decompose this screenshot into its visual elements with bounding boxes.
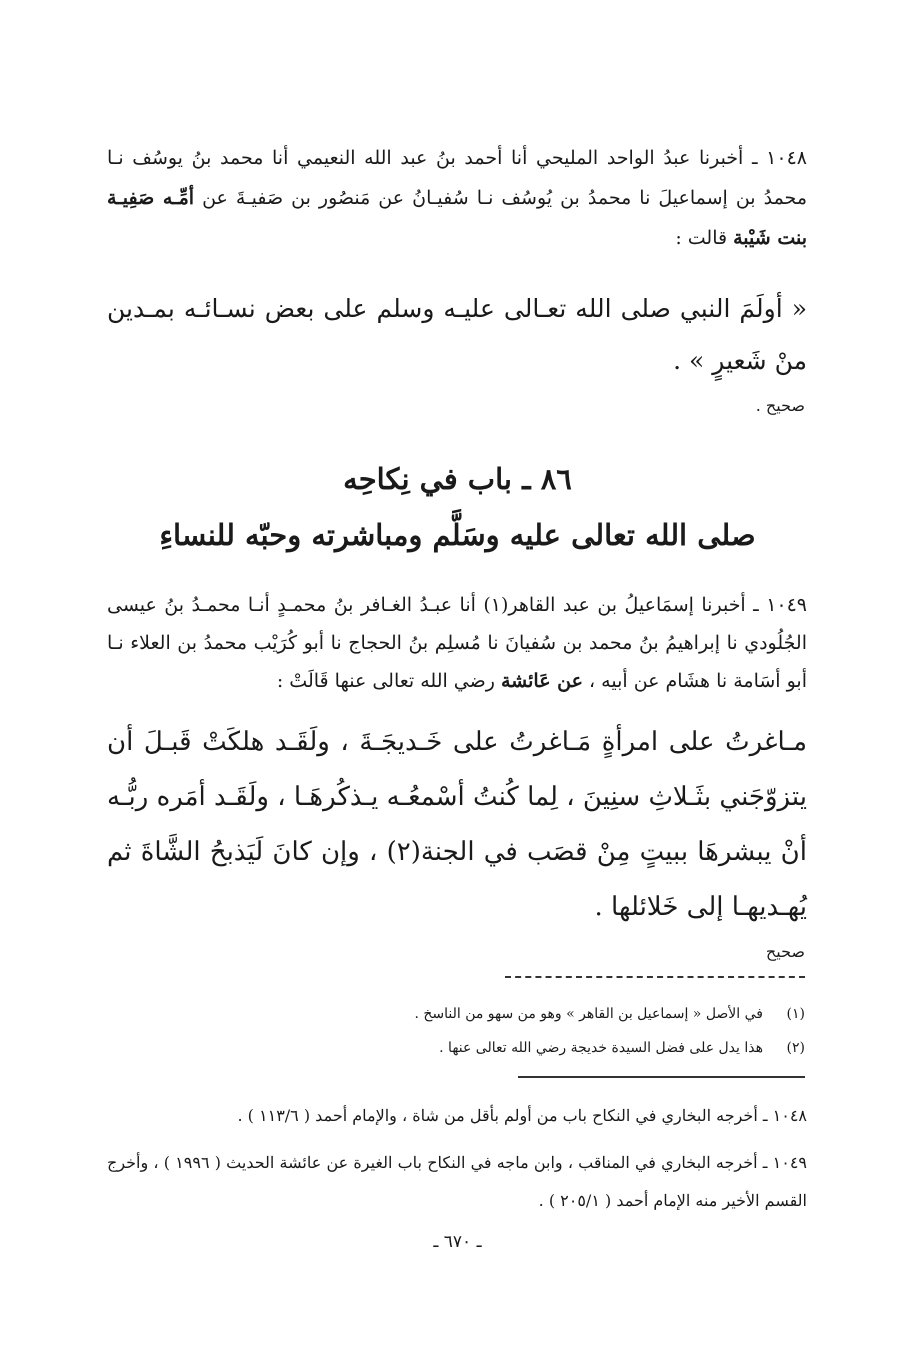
hadith-1048-grade: صحيح . [755,396,805,415]
takhrij-1048: ١٠٤٨ ـ أخرجه البخاري في النكاح باب من أولم بأقل من شاة ، والإمام أحمد ( ١١٣/٦ ) . [237,1106,807,1125]
hadith-1049-narrator: عن عَائشة [501,670,583,692]
hadith-1048-text-b: قالت : [675,227,734,249]
chapter-title-line2: صلى الله تعالى عليه وسَلَّم ومباشرته وحبّه للنساءِ [159,518,756,552]
hadith-1048-narrator: أمِّـه صَفِيـة بنت شَيْبة [107,187,807,249]
page-number: ـ ٦٧٠ ـ [433,1232,482,1252]
chapter-title-line1: ٨٦ ـ باب في نِكاحِه [343,462,572,496]
hadith-1048-isnad [107,138,807,258]
hadith-1049-isnad [107,586,807,700]
hadith-1048-matn: « أولَمَ النبي صلى الله تعـالى عليـه وسلم على بعض نسـائـه بمـدين منْ شَعيرٍ » . [107,294,807,375]
hadith-1049-matn: مـاغرتُ على امرأةٍ مَـاغرتُ على خَـديجَـةَ ، ولَقَـد هلكَتْ قَبـلَ أن يتزوّجَني بثَـلاثِ سنِينَ ، لِما كُنتُ أسْمعُـه يـذكُرهَـا ، ولَقَـد أمَره ربُّـه أنْ يبشرهَا ببيتٍ مِنْ قصَب في الجنة(٢) ، وإن كانَ لَيَذبحُ الشَّاةَ ثم يُهـديهـا إلى خَلائلها . [107,727,807,922]
footnote-2 [205,1040,805,1056]
takhrij-1049: ١٠٤٩ ـ أخرجه البخاري في المناقب ، وابن ماجه في النكاح باب الغيرة عن عائشة الحديث ( ١٩٩٦ ) ، وأخرج القسم الأخير منه الإمام أحمد ( ٢٠٥/١ ) . [107,1153,807,1210]
footnote-1-number: (١) [786,1006,805,1022]
hadith-1049-grade: صحيح [765,942,805,961]
hadith-1048-text-a: ١٠٤٨ ـ أخبرنا عبدُ الواحد المليحي أنا أحمد بنُ عبد الله النعيمي أنا محمد بنُ يوسُف نـا محمدُ بن إسماعيلَ نا محمدُ بن يُوسُف نـا سُفيـانُ عن مَنصُور بن صَفيـةَ عن [107,147,808,209]
hadith-1049-text-b: رضي الله تعالى عنها قَالَتْ : [276,670,501,692]
footnote-1-text: في الأصل « إسماعيل بن القاهر » وهو من سهو من الناسخ . [414,1006,763,1022]
notes-divider [518,1076,805,1078]
footnote-2-number: (٢) [786,1040,805,1056]
hadith-1049-text-a: ١٠٤٩ ـ أخبرنا إسمَاعيلُ بن عبد القاهر(١) أنا عبـدُ الغـافر بنُ محمـدٍ أنـا محمـدُ بنُ عيسى الجُلُودي نا إبراهيمُ بنُ محمد بن سُفيانَ نا مُسلِم بنُ الحجاج نا أبو كُرَيْب محمدُ بن العلاء نـا أبو أسَامة نا هشَام عن أبيه ، [107,594,808,692]
footnote-2-text: هذا يدل على فضل السيدة خديجة رضي الله تعالى عنها . [439,1040,763,1056]
footnote-divider [505,976,805,978]
footnote-1 [205,1006,805,1022]
